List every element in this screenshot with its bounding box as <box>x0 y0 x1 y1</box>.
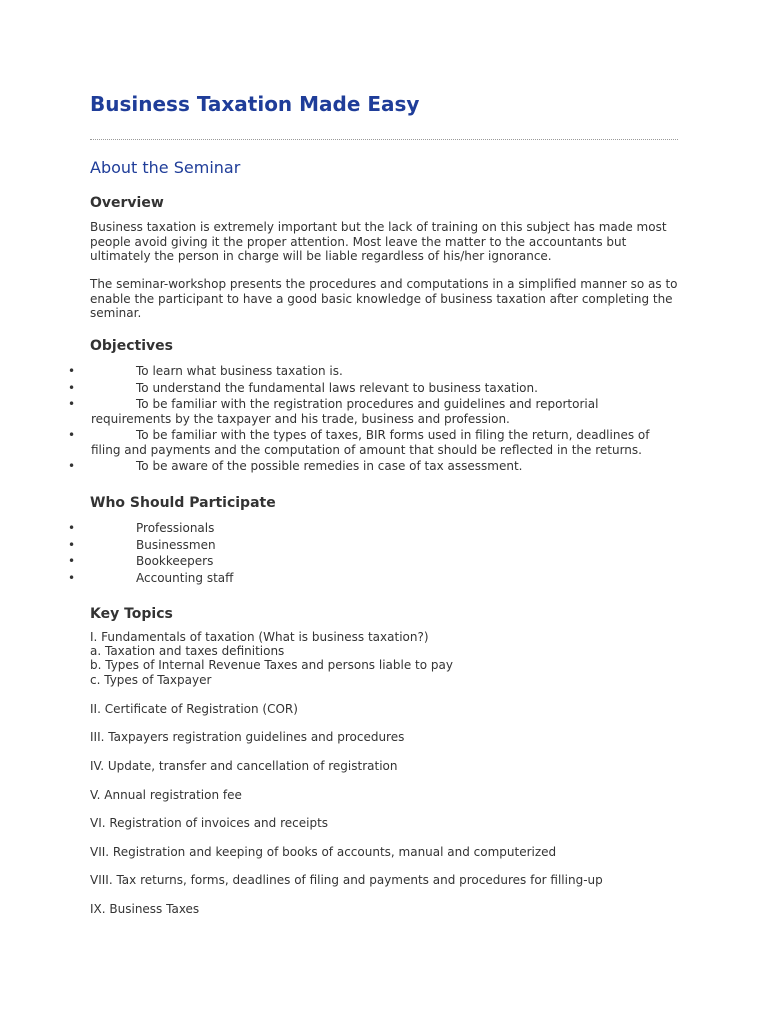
section-heading-about: About the Seminar <box>90 158 241 177</box>
list-item <box>62 538 662 553</box>
participants-list <box>62 521 662 587</box>
list-item <box>62 571 662 586</box>
bullet-icon: • <box>68 380 76 395</box>
bullet-icon: • <box>68 459 76 473</box>
topic-item: VI. Registration of invoices and receipts <box>90 816 329 830</box>
bullet-icon: • <box>68 537 76 552</box>
topic-subitem: b. Types of Internal Revenue Taxes and persons liable to pay <box>90 658 453 672</box>
topic-item: IV. Update, transfer and cancellation of registration <box>90 759 398 773</box>
topic-item: V. Annual registration fee <box>90 788 242 802</box>
topic-item: IX. Business Taxes <box>90 902 200 916</box>
topic-subitem: c. Types of Taxpayer <box>90 673 212 687</box>
participant-text: Bookkeepers <box>136 554 214 568</box>
objectives-list <box>62 364 662 476</box>
list-item <box>62 364 662 379</box>
objective-text: To be aware of the possible remedies in case of tax assessment. <box>136 459 523 473</box>
list-item <box>62 428 662 457</box>
objective-text: To be familiar with the registration procedures and guidelines and reportorial requirements by the taxpayer and his trade, business and profession. <box>91 397 599 426</box>
participant-text: Accounting staff <box>136 570 234 585</box>
topic-item: VII. Registration and keeping of books of accounts, manual and computerized <box>90 845 557 859</box>
bullet-icon: • <box>68 521 76 535</box>
participant-text: Businessmen <box>136 537 216 552</box>
bullet-icon: • <box>68 554 76 568</box>
bullet-icon: • <box>68 428 76 442</box>
bullet-icon: • <box>68 364 76 378</box>
overview-paragraph-2: The seminar-workshop presents the procedures and computations in a simplified manner so as to enable the participant to have a good basic knowledge of business taxation after completing the seminar. <box>90 277 678 320</box>
participant-text: Professionals <box>136 521 215 535</box>
topic-item: I. Fundamentals of taxation (What is business taxation?) <box>90 630 429 644</box>
bullet-icon: • <box>68 570 76 585</box>
key-topics-heading: Key Topics <box>90 606 173 622</box>
overview-paragraph-1: Business taxation is extremely important but the lack of training on this subject has made most people avoid giving it the proper attention. Most leave the matter to the accountants but ultimately the person in charge will be liable regardless of his/her ignorance. <box>90 220 667 263</box>
list-item <box>62 459 662 474</box>
list-item <box>62 397 662 426</box>
overview-heading: Overview <box>90 195 164 211</box>
objective-text: To understand the fundamental laws relevant to business taxation. <box>136 380 538 395</box>
topic-item: II. Certificate of Registration (COR) <box>90 702 298 716</box>
list-item <box>62 521 662 536</box>
objectives-heading: Objectives <box>90 338 173 354</box>
document-title: Business Taxation Made Easy <box>90 92 420 116</box>
list-item <box>62 554 662 569</box>
list-item <box>62 381 662 396</box>
participants-heading: Who Should Participate <box>90 495 276 511</box>
objective-text: To be familiar with the types of taxes, BIR forms used in filing the return, deadlines of filing and payments and the computation of amount that should be reflected in the returns. <box>91 428 650 457</box>
topic-subitem: a. Taxation and taxes definitions <box>90 644 285 658</box>
dotted-divider <box>90 139 678 140</box>
topic-item: III. Taxpayers registration guidelines and procedures <box>90 730 405 744</box>
bullet-icon: • <box>68 397 76 411</box>
objective-text: To learn what business taxation is. <box>136 364 343 378</box>
topic-item: VIII. Tax returns, forms, deadlines of filing and payments and procedures for filling-up <box>90 873 603 887</box>
